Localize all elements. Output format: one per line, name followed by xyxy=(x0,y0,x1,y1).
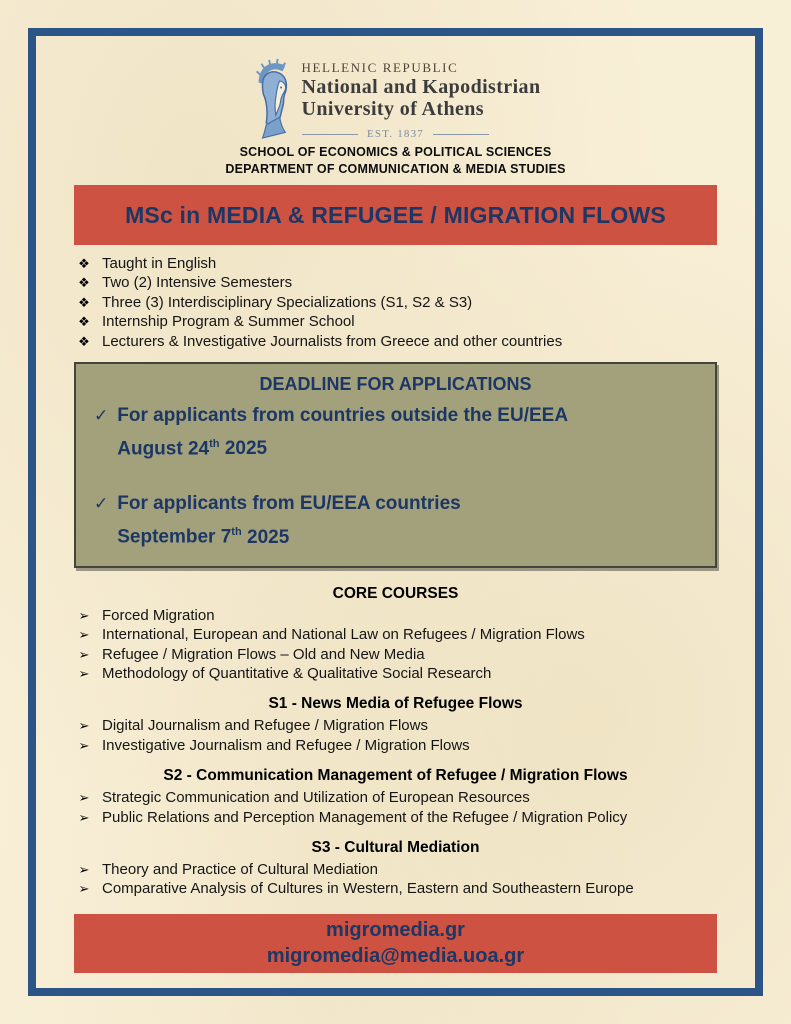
highlight-text: Lecturers & Investigative Journalists from Greece and other countries xyxy=(102,332,563,350)
arrow-bullet-icon: ➢ xyxy=(78,861,90,877)
arrow-bullet-icon: ➢ xyxy=(78,627,90,643)
course-text: International, European and National Law on Refugees / Migration Flows xyxy=(102,626,585,644)
list-item xyxy=(74,879,717,898)
deadline-title: DEADLINE FOR APPLICATIONS xyxy=(259,374,532,395)
university-header xyxy=(74,58,717,177)
university-brand-text xyxy=(302,58,541,120)
highlight-text: Taught in English xyxy=(102,255,217,272)
university-name-line2: University of Athens xyxy=(301,98,484,120)
core-courses-list xyxy=(74,606,717,684)
list-item xyxy=(74,273,717,292)
deadline-audience: For applicants from countries outside the EU/EEA xyxy=(117,405,569,427)
course-text: Comparative Analysis of Cultures in Western, Eastern and Southeastern Europe xyxy=(102,880,634,898)
deadline-year: 2025 xyxy=(247,526,290,548)
arrow-bullet-icon: ➢ xyxy=(78,881,90,897)
diamond-bullet-icon: ❖ xyxy=(78,256,90,271)
list-item xyxy=(74,860,717,879)
arrow-bullet-icon: ➢ xyxy=(78,607,90,623)
email-text: migromedia@media.uoa.gr xyxy=(266,945,525,968)
deadline-audience: For applicants from EU/EEA countries xyxy=(117,493,461,515)
s3-courses-list xyxy=(74,860,717,899)
list-item xyxy=(74,736,717,755)
list-item xyxy=(74,606,717,625)
arrow-bullet-icon: ➢ xyxy=(78,737,90,753)
university-brand-row xyxy=(74,58,717,126)
list-item xyxy=(74,808,717,827)
list-item xyxy=(74,293,717,312)
list-item xyxy=(74,625,717,644)
list-item xyxy=(74,312,717,331)
department-label: DEPARTMENT OF COMMUNICATION & MEDIA STUDIES xyxy=(225,161,566,176)
s2-courses-list xyxy=(74,788,717,827)
course-text: Refugee / Migration Flows – Old and New Media xyxy=(102,645,425,663)
established-rule-right xyxy=(433,134,489,135)
arrow-bullet-icon: ➢ xyxy=(78,790,90,806)
deadline-box xyxy=(74,362,717,568)
course-text: Forced Migration xyxy=(102,606,215,624)
s1-courses-list xyxy=(74,716,717,755)
contact-banner xyxy=(74,914,717,973)
list-item xyxy=(74,645,717,664)
athena-head-logo-icon xyxy=(251,58,293,126)
arrow-bullet-icon: ➢ xyxy=(78,718,90,734)
section-heading-core-courses: CORE COURSES xyxy=(332,584,459,602)
established-label: EST. 1837 xyxy=(366,128,425,140)
highlight-text: Internship Program & Summer School xyxy=(102,313,355,331)
diamond-bullet-icon: ❖ xyxy=(78,333,90,349)
deadline-text xyxy=(117,401,568,463)
course-text: Strategic Communication and Utilization of European Resources xyxy=(102,789,530,807)
arrow-bullet-icon: ➢ xyxy=(78,646,90,662)
deadline-date: August 24 xyxy=(117,438,210,460)
list-item xyxy=(74,332,717,351)
arrow-bullet-icon: ➢ xyxy=(78,665,90,681)
highlight-text: Three (3) Interdisciplinary Specializations (S1, S2 & S3) xyxy=(102,293,473,311)
diamond-bullet-icon: ❖ xyxy=(78,314,90,330)
arrow-bullet-icon: ➢ xyxy=(78,809,90,825)
diamond-bullet-icon: ❖ xyxy=(78,275,90,291)
check-mark-icon: ✓ xyxy=(94,406,109,426)
highlight-text: Two (2) Intensive Semesters xyxy=(102,274,293,292)
website-text: migromedia.gr xyxy=(326,919,465,942)
established-row xyxy=(74,128,717,140)
course-text: Investigative Journalism and Refugee / Migration Flows xyxy=(102,736,470,754)
course-text: Digital Journalism and Refugee / Migration Flows xyxy=(102,717,428,735)
deadline-year: 2025 xyxy=(224,438,268,460)
established-rule-left xyxy=(302,134,358,135)
section-heading-s2: S2 - Communication Management of Refugee / Migration Flows xyxy=(163,767,628,785)
deadline-date-ordinal: th xyxy=(209,438,220,451)
course-text: Public Relations and Perception Management of the Refugee / Migration Policy xyxy=(102,808,628,826)
section-heading-s3: S3 - Cultural Mediation xyxy=(311,838,480,856)
school-label: SCHOOL OF ECONOMICS & POLITICAL SCIENCES xyxy=(239,145,552,159)
program-highlights-list xyxy=(74,254,717,351)
deadline-item xyxy=(94,489,697,551)
course-text: Methodology of Quantitative & Qualitative Social Research xyxy=(102,664,492,682)
deadline-item xyxy=(94,401,697,463)
course-text: Theory and Practice of Cultural Mediation xyxy=(102,860,378,878)
check-mark-icon: ✓ xyxy=(94,494,109,514)
list-item xyxy=(74,716,717,735)
diamond-bullet-icon: ❖ xyxy=(78,294,90,310)
poster-content xyxy=(36,36,755,988)
program-title-banner xyxy=(74,185,717,245)
list-item xyxy=(74,788,717,807)
list-item xyxy=(74,664,717,683)
section-heading-s1: S1 - News Media of Refugee Flows xyxy=(268,695,523,713)
deadline-date-ordinal: th xyxy=(231,526,242,539)
deadline-date: September 7 xyxy=(117,526,232,548)
university-name-line1: National and Kapodistrian xyxy=(301,76,541,98)
list-item xyxy=(74,254,717,273)
program-title: MSc in MEDIA & REFUGEE / MIGRATION FLOWS xyxy=(125,201,666,228)
deadline-text xyxy=(117,489,460,551)
country-label: HELLENIC REPUBLIC xyxy=(301,60,459,75)
